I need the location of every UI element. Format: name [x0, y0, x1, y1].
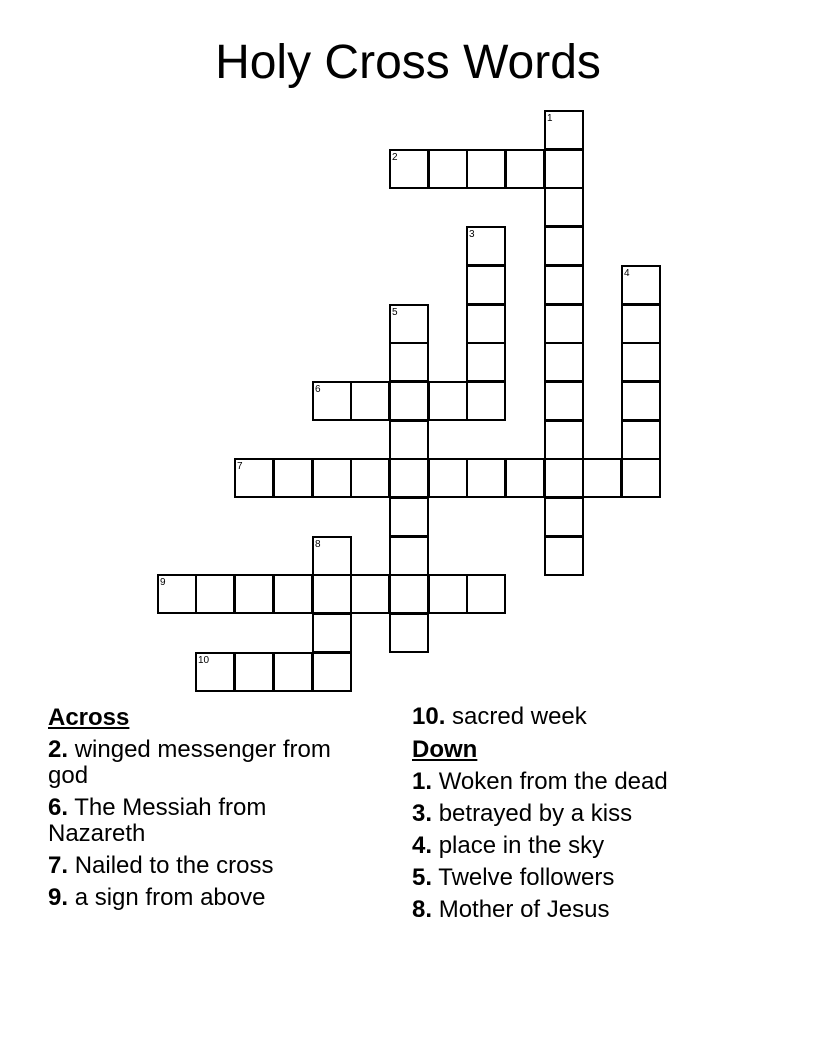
grid-cell[interactable]: [234, 574, 274, 614]
cell-number: 6: [315, 384, 321, 395]
grid-cell[interactable]: [389, 574, 429, 614]
clue-text: winged messenger from god: [48, 736, 331, 789]
grid-cell[interactable]: [389, 304, 429, 344]
grid-cell[interactable]: [466, 265, 506, 305]
grid-cell[interactable]: [312, 458, 352, 498]
grid-cell[interactable]: [428, 574, 468, 614]
cell-number: 7: [237, 461, 243, 472]
grid-cell[interactable]: [544, 226, 584, 266]
grid-cell[interactable]: [389, 342, 429, 382]
grid-cell[interactable]: [350, 458, 390, 498]
grid-cell[interactable]: [389, 497, 429, 537]
grid-cell[interactable]: [466, 226, 506, 266]
clue-number: 2: [48, 736, 62, 763]
grid-cell[interactable]: [195, 652, 235, 692]
clue-text: Nailed to the cross: [74, 852, 274, 879]
clue-across-10: 10. sacred week: [412, 703, 587, 730]
down-heading: Down: [412, 736, 478, 763]
grid-cell[interactable]: [350, 574, 390, 614]
grid-cell[interactable]: [312, 652, 352, 692]
grid-cell[interactable]: [544, 458, 584, 498]
clue-across-2: 2. winged messenger from god: [48, 736, 331, 789]
clue-text: a sign from above: [74, 884, 266, 911]
grid-cell[interactable]: [621, 265, 661, 305]
clue-text: The Messiah from Nazareth: [48, 794, 267, 847]
clue-down-5: 5. Twelve followers: [412, 864, 615, 891]
grid-cell[interactable]: [505, 149, 545, 189]
grid-cell[interactable]: [273, 652, 313, 692]
clue-text: Woken from the dead: [438, 768, 668, 795]
grid-cell[interactable]: [466, 458, 506, 498]
grid-cell[interactable]: [389, 613, 429, 653]
grid-cell[interactable]: [389, 536, 429, 576]
clues-left-column: [48, 704, 348, 917]
grid-cell[interactable]: [544, 420, 584, 460]
grid-cell[interactable]: [273, 458, 313, 498]
grid-cell[interactable]: [621, 420, 661, 460]
grid-cell[interactable]: [544, 304, 584, 344]
cell-number: 2: [392, 152, 398, 163]
grid-cell[interactable]: [466, 304, 506, 344]
clue-text: sacred week: [452, 703, 587, 730]
grid-cell[interactable]: [466, 342, 506, 382]
grid-cell[interactable]: [389, 381, 429, 421]
clue-number: 3: [412, 800, 426, 827]
grid-cell[interactable]: [544, 110, 584, 150]
clue-down-3: 3. betrayed by a kiss: [412, 800, 633, 827]
grid-cell[interactable]: [428, 381, 468, 421]
clue-number: 4: [412, 832, 426, 859]
grid-cell[interactable]: [389, 458, 429, 498]
clue-number: 10: [412, 703, 439, 730]
cell-number: 9: [160, 577, 166, 588]
clue-text: betrayed by a kiss: [438, 800, 633, 827]
grid-cell[interactable]: [544, 536, 584, 576]
grid-cell[interactable]: [544, 187, 584, 227]
grid-cell[interactable]: [273, 574, 313, 614]
grid-cell[interactable]: [621, 342, 661, 382]
grid-cell[interactable]: [466, 381, 506, 421]
grid-cell[interactable]: [234, 458, 274, 498]
grid-cell[interactable]: [157, 574, 197, 614]
page-title: Holy Cross Words: [215, 36, 601, 89]
clue-text: Mother of Jesus: [438, 896, 610, 923]
cell-number: 10: [198, 655, 210, 666]
cell-number: 4: [624, 268, 630, 279]
clue-down-1: 1. Woken from the dead: [412, 768, 668, 795]
clue-number: 9: [48, 884, 62, 911]
clue-text: Twelve followers: [438, 864, 615, 891]
clue-down-4: 4. place in the sky: [412, 832, 605, 859]
clue-down-8: 8. Mother of Jesus: [412, 896, 610, 923]
grid-cell[interactable]: [312, 613, 352, 653]
cell-number: 1: [547, 113, 553, 124]
clue-across-6: 6. The Messiah from Nazareth: [48, 794, 267, 847]
grid-cell[interactable]: [621, 458, 661, 498]
grid-cell[interactable]: [389, 149, 429, 189]
grid-cell[interactable]: [389, 420, 429, 460]
clue-number: 8: [412, 896, 426, 923]
grid-cell[interactable]: [312, 574, 352, 614]
cell-number: 8: [315, 539, 321, 550]
clues-right-column: [412, 704, 752, 929]
grid-cell[interactable]: [466, 149, 506, 189]
grid-cell[interactable]: [312, 381, 352, 421]
clue-number: 1: [412, 768, 426, 795]
grid-cell[interactable]: [544, 497, 584, 537]
grid-cell[interactable]: [312, 536, 352, 576]
grid-cell[interactable]: [544, 342, 584, 382]
grid-cell[interactable]: [621, 381, 661, 421]
clue-number: 7: [48, 852, 62, 879]
clue-across-7: 7. Nailed to the cross: [48, 852, 274, 879]
grid-cell[interactable]: [195, 574, 235, 614]
grid-cell[interactable]: [544, 149, 584, 189]
grid-cell[interactable]: [582, 458, 622, 498]
grid-cell[interactable]: [544, 265, 584, 305]
clue-text: place in the sky: [438, 832, 605, 859]
grid-cell[interactable]: [234, 652, 274, 692]
clue-number: 6: [48, 794, 62, 821]
clue-number: 5: [412, 864, 426, 891]
grid-cell[interactable]: [544, 381, 584, 421]
clue-across-9: 9. a sign from above: [48, 884, 266, 911]
grid-cell[interactable]: [350, 381, 390, 421]
cell-number: 5: [392, 307, 398, 318]
grid-cell[interactable]: [621, 304, 661, 344]
across-heading: Across: [48, 704, 130, 731]
grid-cell[interactable]: [505, 458, 545, 498]
cell-number: 3: [469, 229, 475, 240]
grid-cell[interactable]: [466, 574, 506, 614]
grid-cell[interactable]: [428, 149, 468, 189]
grid-cell[interactable]: [428, 458, 468, 498]
